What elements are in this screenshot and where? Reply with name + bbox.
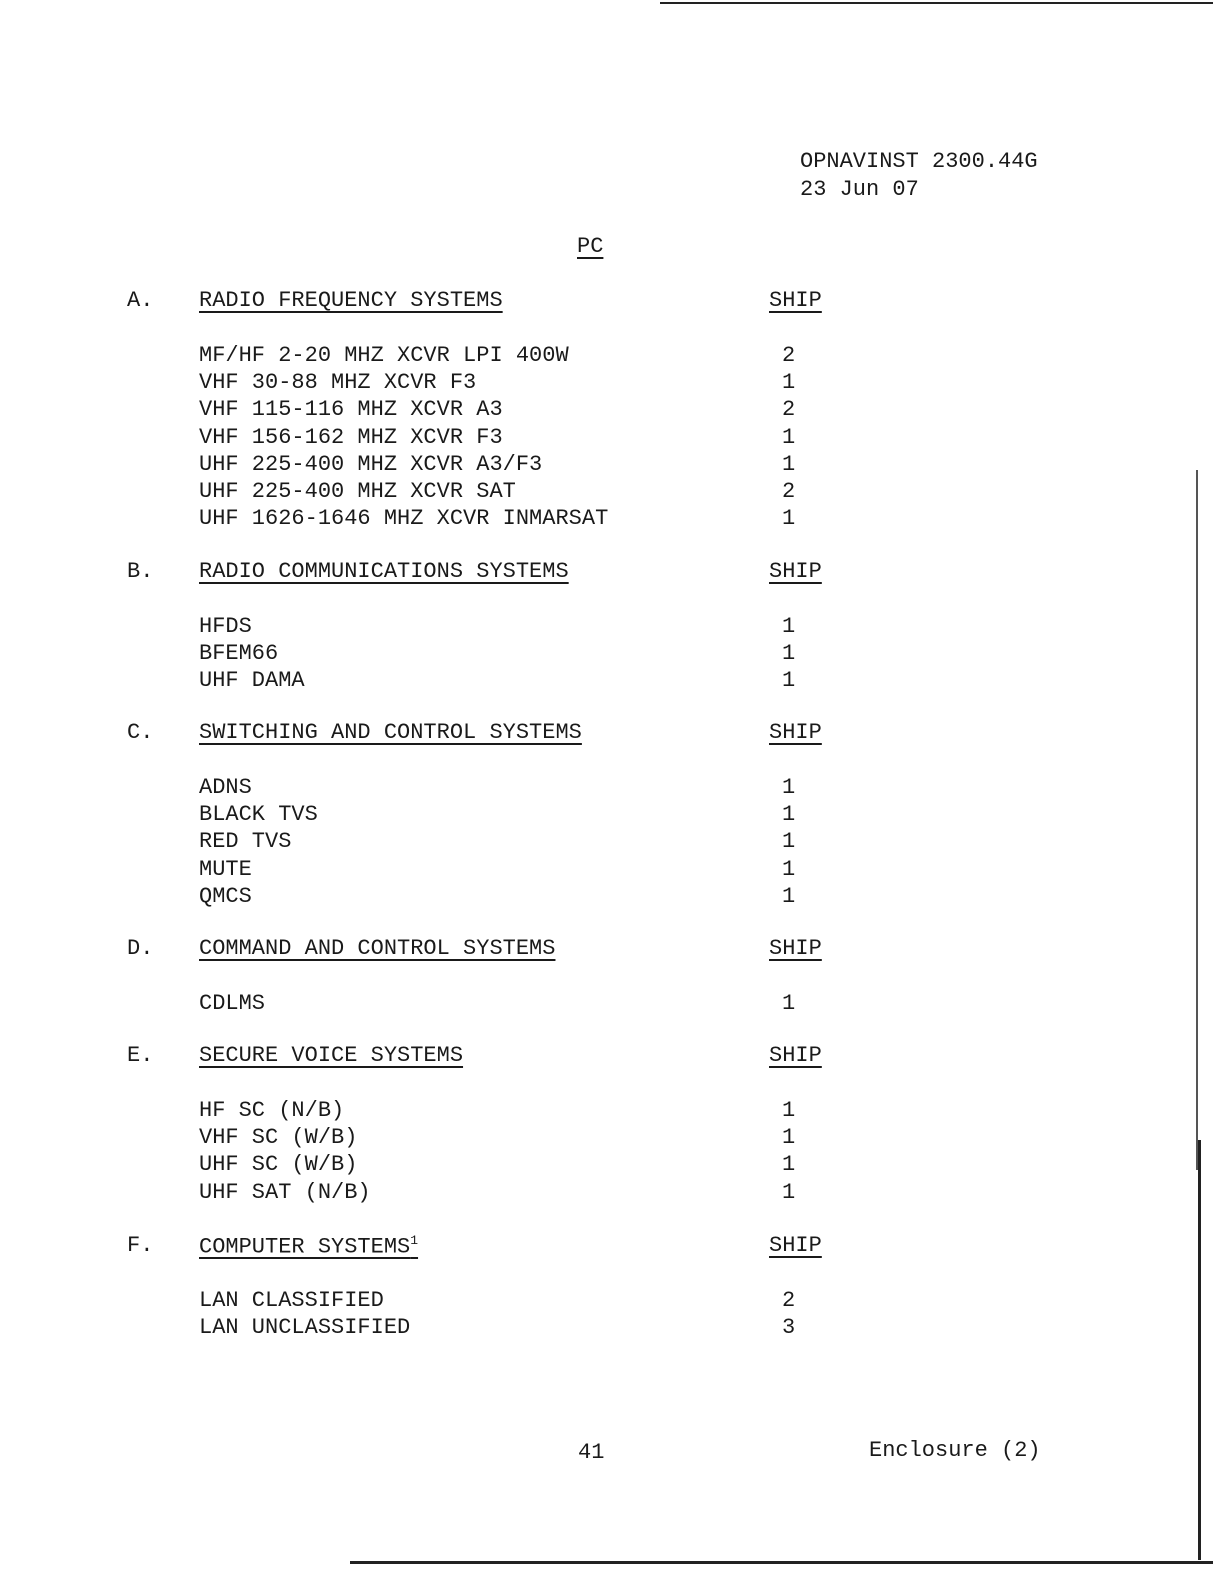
list-item [0, 667, 1213, 694]
list-item [0, 1151, 1213, 1178]
section-letter: B. [127, 559, 154, 584]
list-item [0, 774, 1213, 801]
enclosure-label: Enclosure (2) [869, 1438, 1041, 1463]
item-quantity: 2 [782, 397, 796, 423]
list-item [0, 990, 1213, 1017]
item-name: MF/HF 2-20 MHZ XCVR LPI 400W [199, 343, 569, 368]
section-title [199, 559, 569, 584]
section-title-text: COMPUTER SYSTEMS [199, 1234, 411, 1260]
column-header-ship: SHIP [769, 288, 822, 313]
item-quantity: 1 [782, 775, 796, 800]
item-quantity: 1 [782, 641, 796, 667]
list-item [0, 369, 1213, 396]
list-item [0, 613, 1213, 640]
section-letter: C. [127, 720, 154, 745]
section-letter: A. [127, 288, 154, 313]
section-title [199, 720, 582, 745]
item-name: VHF 115-116 MHZ XCVR A3 [199, 397, 503, 423]
list-item [0, 478, 1213, 505]
item-quantity: 1 [782, 614, 796, 639]
column-header-ship: SHIP [769, 1233, 822, 1258]
item-name: VHF 156-162 MHZ XCVR F3 [199, 424, 503, 450]
item-name: LAN CLASSIFIED [199, 1288, 384, 1313]
item-name: QMCS [199, 883, 252, 909]
item-quantity: 1 [782, 668, 796, 694]
item-name: UHF 225-400 MHZ XCVR SAT [199, 478, 516, 504]
item-quantity: 2 [782, 478, 796, 504]
item-name: UHF 1626-1646 MHZ XCVR INMARSAT [199, 506, 609, 532]
footnote-marker: 1 [410, 1233, 419, 1248]
list-item [0, 856, 1213, 883]
item-name: MUTE [199, 856, 252, 882]
item-quantity: 1 [782, 883, 796, 909]
item-name: VHF SC (W/B) [199, 1125, 358, 1151]
list-item [0, 451, 1213, 478]
item-name: RED TVS [199, 829, 292, 855]
section-title-text: SECURE VOICE SYSTEMS [199, 1043, 464, 1068]
section-title-text: RADIO COMMUNICATIONS SYSTEMS [199, 559, 569, 584]
item-name: UHF SC (W/B) [199, 1152, 358, 1178]
page-number: 41 [578, 1440, 605, 1465]
item-quantity: 1 [782, 802, 796, 828]
item-name: VHF 30-88 MHZ XCVR F3 [199, 370, 477, 396]
section-title [199, 936, 555, 961]
list-item [0, 342, 1213, 369]
list-item [0, 1124, 1213, 1151]
item-list [0, 342, 1213, 532]
section-letter: F. [127, 1233, 154, 1258]
item-quantity: 1 [782, 1179, 796, 1205]
item-quantity: 1 [782, 991, 796, 1016]
section-letter: E. [127, 1043, 154, 1068]
list-item [0, 1287, 1213, 1314]
column-header-ship: SHIP [769, 559, 822, 584]
item-list [0, 613, 1213, 695]
item-name: CDLMS [199, 991, 266, 1016]
item-quantity: 2 [782, 343, 796, 368]
column-header-ship: SHIP [769, 720, 822, 745]
item-quantity: 1 [782, 1125, 796, 1151]
instruction-number: OPNAVINST 2300.44G [800, 149, 1038, 174]
item-quantity: 1 [782, 424, 796, 450]
item-list [0, 774, 1213, 910]
item-name: HF SC (N/B) [199, 1098, 345, 1123]
item-name: LAN UNCLASSIFIED [199, 1315, 411, 1341]
list-item [0, 505, 1213, 532]
section-title [199, 288, 503, 313]
list-item [0, 1097, 1213, 1124]
item-quantity: 1 [782, 506, 796, 532]
item-list [0, 1287, 1213, 1341]
item-name: BLACK TVS [199, 802, 318, 828]
item-quantity: 3 [782, 1315, 796, 1341]
scan-edge-top [660, 2, 1213, 4]
list-item [0, 1179, 1213, 1206]
item-name: ADNS [199, 775, 252, 800]
section-title-text: RADIO FREQUENCY SYSTEMS [199, 288, 503, 313]
item-quantity: 1 [782, 856, 796, 882]
section-title-text: SWITCHING AND CONTROL SYSTEMS [199, 720, 582, 745]
page-title: PC [577, 234, 604, 259]
item-quantity: 2 [782, 1288, 796, 1313]
document-date: 23 Jun 07 [800, 177, 919, 202]
item-quantity: 1 [782, 370, 796, 396]
item-name: UHF 225-400 MHZ XCVR A3/F3 [199, 451, 543, 477]
item-list [0, 1097, 1213, 1206]
section-title [199, 1043, 463, 1068]
column-header-ship: SHIP [769, 936, 822, 961]
list-item [0, 424, 1213, 451]
item-quantity: 1 [782, 829, 796, 855]
scan-edge-bottom [350, 1561, 1213, 1564]
list-item [0, 883, 1213, 910]
list-item [0, 828, 1213, 855]
list-item [0, 396, 1213, 423]
section-letter: D. [127, 936, 154, 961]
item-quantity: 1 [782, 1098, 796, 1123]
item-quantity: 1 [782, 1152, 796, 1178]
column-header-ship: SHIP [769, 1043, 822, 1068]
list-item [0, 801, 1213, 828]
item-name: HFDS [199, 614, 252, 639]
section-title-text: COMMAND AND CONTROL SYSTEMS [199, 936, 556, 961]
section-title [199, 1233, 418, 1259]
item-name: UHF DAMA [199, 668, 305, 694]
item-list [0, 990, 1213, 1017]
document-header [800, 148, 1038, 204]
list-item [0, 1314, 1213, 1341]
list-item [0, 640, 1213, 667]
item-quantity: 1 [782, 451, 796, 477]
item-name: BFEM66 [199, 641, 279, 667]
item-name: UHF SAT (N/B) [199, 1179, 371, 1205]
